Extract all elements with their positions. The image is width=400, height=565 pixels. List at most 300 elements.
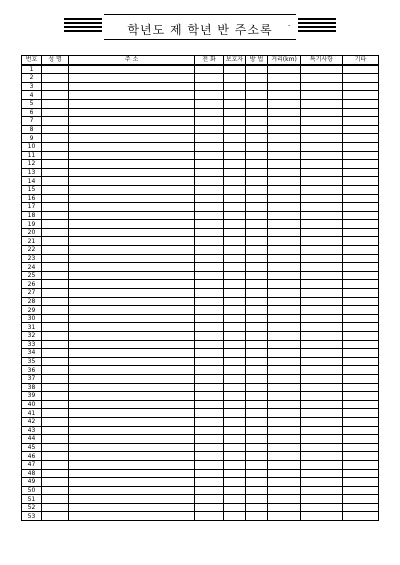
cell-method[interactable] (246, 469, 268, 478)
cell-notes[interactable] (301, 228, 343, 237)
cell-other[interactable] (343, 142, 379, 151)
cell-phone[interactable] (195, 486, 224, 495)
cell-guardian[interactable] (224, 211, 246, 220)
cell-guardian[interactable] (224, 117, 246, 126)
cell-name[interactable] (42, 323, 69, 332)
cell-address[interactable] (69, 263, 195, 272)
cell-phone[interactable] (195, 332, 224, 341)
cell-name[interactable] (42, 160, 69, 169)
cell-distance[interactable] (268, 503, 301, 512)
cell-name[interactable] (42, 74, 69, 83)
cell-other[interactable] (343, 478, 379, 487)
cell-phone[interactable] (195, 82, 224, 91)
cell-guardian[interactable] (224, 443, 246, 452)
cell-method[interactable] (246, 246, 268, 255)
cell-notes[interactable] (301, 495, 343, 504)
cell-notes[interactable] (301, 108, 343, 117)
cell-distance[interactable] (268, 435, 301, 444)
cell-phone[interactable] (195, 357, 224, 366)
cell-phone[interactable] (195, 452, 224, 461)
cell-distance[interactable] (268, 460, 301, 469)
cell-other[interactable] (343, 151, 379, 160)
cell-phone[interactable] (195, 177, 224, 186)
cell-notes[interactable] (301, 323, 343, 332)
cell-distance[interactable] (268, 374, 301, 383)
cell-name[interactable] (42, 314, 69, 323)
cell-distance[interactable] (268, 220, 301, 229)
cell-notes[interactable] (301, 289, 343, 298)
cell-guardian[interactable] (224, 263, 246, 272)
cell-address[interactable] (69, 289, 195, 298)
cell-name[interactable] (42, 194, 69, 203)
cell-other[interactable] (343, 271, 379, 280)
cell-distance[interactable] (268, 486, 301, 495)
cell-name[interactable] (42, 91, 69, 100)
cell-distance[interactable] (268, 323, 301, 332)
cell-guardian[interactable] (224, 203, 246, 212)
cell-address[interactable] (69, 125, 195, 134)
cell-distance[interactable] (268, 168, 301, 177)
cell-other[interactable] (343, 486, 379, 495)
cell-name[interactable] (42, 417, 69, 426)
cell-other[interactable] (343, 435, 379, 444)
cell-phone[interactable] (195, 392, 224, 401)
cell-method[interactable] (246, 297, 268, 306)
cell-method[interactable] (246, 134, 268, 143)
cell-address[interactable] (69, 417, 195, 426)
cell-phone[interactable] (195, 99, 224, 108)
cell-other[interactable] (343, 134, 379, 143)
cell-other[interactable] (343, 280, 379, 289)
cell-distance[interactable] (268, 512, 301, 521)
cell-notes[interactable] (301, 340, 343, 349)
cell-notes[interactable] (301, 99, 343, 108)
cell-address[interactable] (69, 340, 195, 349)
cell-phone[interactable] (195, 426, 224, 435)
cell-phone[interactable] (195, 125, 224, 134)
cell-method[interactable] (246, 108, 268, 117)
cell-notes[interactable] (301, 185, 343, 194)
cell-guardian[interactable] (224, 65, 246, 74)
cell-name[interactable] (42, 280, 69, 289)
cell-method[interactable] (246, 306, 268, 315)
cell-name[interactable] (42, 177, 69, 186)
cell-distance[interactable] (268, 246, 301, 255)
cell-method[interactable] (246, 271, 268, 280)
cell-notes[interactable] (301, 142, 343, 151)
cell-guardian[interactable] (224, 486, 246, 495)
cell-guardian[interactable] (224, 400, 246, 409)
cell-method[interactable] (246, 160, 268, 169)
cell-distance[interactable] (268, 142, 301, 151)
cell-name[interactable] (42, 108, 69, 117)
cell-phone[interactable] (195, 435, 224, 444)
cell-other[interactable] (343, 211, 379, 220)
cell-notes[interactable] (301, 469, 343, 478)
cell-address[interactable] (69, 246, 195, 255)
cell-name[interactable] (42, 125, 69, 134)
cell-address[interactable] (69, 74, 195, 83)
cell-address[interactable] (69, 99, 195, 108)
cell-other[interactable] (343, 306, 379, 315)
cell-name[interactable] (42, 357, 69, 366)
cell-guardian[interactable] (224, 280, 246, 289)
cell-method[interactable] (246, 289, 268, 298)
cell-address[interactable] (69, 357, 195, 366)
cell-notes[interactable] (301, 117, 343, 126)
cell-address[interactable] (69, 134, 195, 143)
cell-method[interactable] (246, 237, 268, 246)
cell-other[interactable] (343, 108, 379, 117)
cell-other[interactable] (343, 91, 379, 100)
cell-name[interactable] (42, 82, 69, 91)
cell-distance[interactable] (268, 469, 301, 478)
cell-name[interactable] (42, 211, 69, 220)
cell-other[interactable] (343, 417, 379, 426)
cell-phone[interactable] (195, 323, 224, 332)
cell-address[interactable] (69, 91, 195, 100)
cell-method[interactable] (246, 435, 268, 444)
cell-name[interactable] (42, 185, 69, 194)
cell-method[interactable] (246, 460, 268, 469)
cell-guardian[interactable] (224, 452, 246, 461)
cell-notes[interactable] (301, 435, 343, 444)
cell-notes[interactable] (301, 486, 343, 495)
cell-other[interactable] (343, 297, 379, 306)
cell-notes[interactable] (301, 177, 343, 186)
cell-distance[interactable] (268, 366, 301, 375)
cell-guardian[interactable] (224, 469, 246, 478)
cell-phone[interactable] (195, 65, 224, 74)
cell-name[interactable] (42, 271, 69, 280)
cell-name[interactable] (42, 469, 69, 478)
cell-guardian[interactable] (224, 435, 246, 444)
cell-address[interactable] (69, 117, 195, 126)
cell-method[interactable] (246, 417, 268, 426)
cell-address[interactable] (69, 142, 195, 151)
cell-phone[interactable] (195, 495, 224, 504)
cell-method[interactable] (246, 357, 268, 366)
cell-guardian[interactable] (224, 383, 246, 392)
cell-address[interactable] (69, 323, 195, 332)
cell-other[interactable] (343, 383, 379, 392)
cell-phone[interactable] (195, 142, 224, 151)
cell-guardian[interactable] (224, 91, 246, 100)
cell-distance[interactable] (268, 289, 301, 298)
cell-other[interactable] (343, 263, 379, 272)
cell-guardian[interactable] (224, 503, 246, 512)
cell-guardian[interactable] (224, 306, 246, 315)
cell-name[interactable] (42, 117, 69, 126)
cell-name[interactable] (42, 486, 69, 495)
cell-guardian[interactable] (224, 185, 246, 194)
cell-notes[interactable] (301, 160, 343, 169)
cell-address[interactable] (69, 452, 195, 461)
cell-phone[interactable] (195, 383, 224, 392)
cell-notes[interactable] (301, 392, 343, 401)
cell-name[interactable] (42, 220, 69, 229)
cell-notes[interactable] (301, 357, 343, 366)
cell-other[interactable] (343, 452, 379, 461)
cell-other[interactable] (343, 99, 379, 108)
cell-address[interactable] (69, 297, 195, 306)
cell-guardian[interactable] (224, 460, 246, 469)
cell-distance[interactable] (268, 211, 301, 220)
cell-other[interactable] (343, 314, 379, 323)
cell-phone[interactable] (195, 443, 224, 452)
cell-notes[interactable] (301, 332, 343, 341)
cell-notes[interactable] (301, 125, 343, 134)
cell-phone[interactable] (195, 160, 224, 169)
cell-guardian[interactable] (224, 99, 246, 108)
cell-notes[interactable] (301, 374, 343, 383)
cell-address[interactable] (69, 392, 195, 401)
cell-phone[interactable] (195, 185, 224, 194)
cell-other[interactable] (343, 400, 379, 409)
cell-address[interactable] (69, 400, 195, 409)
cell-method[interactable] (246, 512, 268, 521)
cell-distance[interactable] (268, 478, 301, 487)
cell-other[interactable] (343, 185, 379, 194)
cell-name[interactable] (42, 392, 69, 401)
cell-other[interactable] (343, 460, 379, 469)
cell-method[interactable] (246, 194, 268, 203)
cell-name[interactable] (42, 400, 69, 409)
cell-distance[interactable] (268, 117, 301, 126)
cell-distance[interactable] (268, 383, 301, 392)
cell-guardian[interactable] (224, 357, 246, 366)
cell-address[interactable] (69, 435, 195, 444)
cell-distance[interactable] (268, 134, 301, 143)
cell-distance[interactable] (268, 203, 301, 212)
cell-method[interactable] (246, 340, 268, 349)
cell-other[interactable] (343, 117, 379, 126)
cell-notes[interactable] (301, 82, 343, 91)
cell-notes[interactable] (301, 194, 343, 203)
cell-phone[interactable] (195, 74, 224, 83)
cell-method[interactable] (246, 280, 268, 289)
cell-method[interactable] (246, 91, 268, 100)
cell-distance[interactable] (268, 151, 301, 160)
cell-address[interactable] (69, 460, 195, 469)
cell-phone[interactable] (195, 271, 224, 280)
cell-notes[interactable] (301, 452, 343, 461)
cell-phone[interactable] (195, 366, 224, 375)
cell-guardian[interactable] (224, 271, 246, 280)
cell-name[interactable] (42, 254, 69, 263)
cell-distance[interactable] (268, 228, 301, 237)
cell-guardian[interactable] (224, 332, 246, 341)
cell-phone[interactable] (195, 280, 224, 289)
cell-method[interactable] (246, 392, 268, 401)
cell-method[interactable] (246, 151, 268, 160)
cell-name[interactable] (42, 495, 69, 504)
cell-name[interactable] (42, 99, 69, 108)
cell-name[interactable] (42, 349, 69, 358)
cell-address[interactable] (69, 349, 195, 358)
cell-distance[interactable] (268, 65, 301, 74)
cell-name[interactable] (42, 443, 69, 452)
cell-guardian[interactable] (224, 125, 246, 134)
cell-name[interactable] (42, 151, 69, 160)
cell-name[interactable] (42, 435, 69, 444)
cell-other[interactable] (343, 160, 379, 169)
cell-notes[interactable] (301, 349, 343, 358)
cell-phone[interactable] (195, 134, 224, 143)
cell-other[interactable] (343, 177, 379, 186)
cell-phone[interactable] (195, 460, 224, 469)
cell-method[interactable] (246, 125, 268, 134)
cell-name[interactable] (42, 134, 69, 143)
cell-name[interactable] (42, 383, 69, 392)
cell-distance[interactable] (268, 306, 301, 315)
cell-other[interactable] (343, 254, 379, 263)
cell-name[interactable] (42, 237, 69, 246)
cell-phone[interactable] (195, 108, 224, 117)
cell-distance[interactable] (268, 194, 301, 203)
cell-guardian[interactable] (224, 409, 246, 418)
cell-guardian[interactable] (224, 254, 246, 263)
cell-method[interactable] (246, 400, 268, 409)
cell-method[interactable] (246, 254, 268, 263)
cell-guardian[interactable] (224, 289, 246, 298)
cell-notes[interactable] (301, 280, 343, 289)
cell-phone[interactable] (195, 469, 224, 478)
cell-notes[interactable] (301, 65, 343, 74)
cell-guardian[interactable] (224, 160, 246, 169)
cell-address[interactable] (69, 168, 195, 177)
cell-address[interactable] (69, 254, 195, 263)
cell-notes[interactable] (301, 211, 343, 220)
cell-guardian[interactable] (224, 74, 246, 83)
cell-name[interactable] (42, 340, 69, 349)
cell-distance[interactable] (268, 280, 301, 289)
cell-notes[interactable] (301, 383, 343, 392)
cell-method[interactable] (246, 374, 268, 383)
cell-name[interactable] (42, 65, 69, 74)
cell-guardian[interactable] (224, 168, 246, 177)
cell-guardian[interactable] (224, 297, 246, 306)
cell-notes[interactable] (301, 503, 343, 512)
cell-address[interactable] (69, 228, 195, 237)
cell-guardian[interactable] (224, 349, 246, 358)
cell-other[interactable] (343, 289, 379, 298)
cell-phone[interactable] (195, 91, 224, 100)
cell-phone[interactable] (195, 220, 224, 229)
cell-guardian[interactable] (224, 220, 246, 229)
cell-phone[interactable] (195, 289, 224, 298)
cell-guardian[interactable] (224, 314, 246, 323)
cell-phone[interactable] (195, 340, 224, 349)
cell-guardian[interactable] (224, 495, 246, 504)
cell-phone[interactable] (195, 297, 224, 306)
cell-guardian[interactable] (224, 228, 246, 237)
cell-phone[interactable] (195, 254, 224, 263)
cell-method[interactable] (246, 478, 268, 487)
cell-notes[interactable] (301, 246, 343, 255)
cell-notes[interactable] (301, 400, 343, 409)
cell-distance[interactable] (268, 108, 301, 117)
cell-notes[interactable] (301, 271, 343, 280)
cell-phone[interactable] (195, 237, 224, 246)
cell-distance[interactable] (268, 160, 301, 169)
cell-guardian[interactable] (224, 417, 246, 426)
cell-notes[interactable] (301, 409, 343, 418)
cell-guardian[interactable] (224, 134, 246, 143)
cell-notes[interactable] (301, 220, 343, 229)
cell-other[interactable] (343, 220, 379, 229)
cell-address[interactable] (69, 177, 195, 186)
cell-address[interactable] (69, 108, 195, 117)
cell-method[interactable] (246, 65, 268, 74)
cell-guardian[interactable] (224, 151, 246, 160)
cell-other[interactable] (343, 323, 379, 332)
cell-notes[interactable] (301, 134, 343, 143)
cell-distance[interactable] (268, 349, 301, 358)
cell-address[interactable] (69, 65, 195, 74)
cell-distance[interactable] (268, 125, 301, 134)
cell-distance[interactable] (268, 74, 301, 83)
cell-other[interactable] (343, 332, 379, 341)
cell-phone[interactable] (195, 203, 224, 212)
cell-phone[interactable] (195, 117, 224, 126)
cell-name[interactable] (42, 452, 69, 461)
cell-phone[interactable] (195, 314, 224, 323)
cell-other[interactable] (343, 357, 379, 366)
cell-method[interactable] (246, 383, 268, 392)
cell-method[interactable] (246, 99, 268, 108)
cell-name[interactable] (42, 512, 69, 521)
cell-other[interactable] (343, 74, 379, 83)
cell-method[interactable] (246, 443, 268, 452)
cell-guardian[interactable] (224, 512, 246, 521)
cell-method[interactable] (246, 323, 268, 332)
cell-address[interactable] (69, 512, 195, 521)
cell-name[interactable] (42, 297, 69, 306)
cell-address[interactable] (69, 495, 195, 504)
cell-notes[interactable] (301, 426, 343, 435)
cell-phone[interactable] (195, 400, 224, 409)
cell-method[interactable] (246, 503, 268, 512)
cell-other[interactable] (343, 125, 379, 134)
cell-address[interactable] (69, 366, 195, 375)
cell-other[interactable] (343, 443, 379, 452)
cell-phone[interactable] (195, 306, 224, 315)
cell-address[interactable] (69, 426, 195, 435)
cell-phone[interactable] (195, 194, 224, 203)
cell-distance[interactable] (268, 409, 301, 418)
cell-phone[interactable] (195, 151, 224, 160)
cell-notes[interactable] (301, 74, 343, 83)
cell-notes[interactable] (301, 237, 343, 246)
cell-other[interactable] (343, 82, 379, 91)
cell-address[interactable] (69, 374, 195, 383)
cell-guardian[interactable] (224, 177, 246, 186)
cell-other[interactable] (343, 246, 379, 255)
cell-address[interactable] (69, 82, 195, 91)
cell-name[interactable] (42, 478, 69, 487)
cell-guardian[interactable] (224, 426, 246, 435)
cell-notes[interactable] (301, 254, 343, 263)
cell-method[interactable] (246, 82, 268, 91)
cell-distance[interactable] (268, 297, 301, 306)
cell-phone[interactable] (195, 503, 224, 512)
cell-method[interactable] (246, 74, 268, 83)
cell-other[interactable] (343, 237, 379, 246)
cell-name[interactable] (42, 246, 69, 255)
cell-address[interactable] (69, 160, 195, 169)
cell-address[interactable] (69, 185, 195, 194)
